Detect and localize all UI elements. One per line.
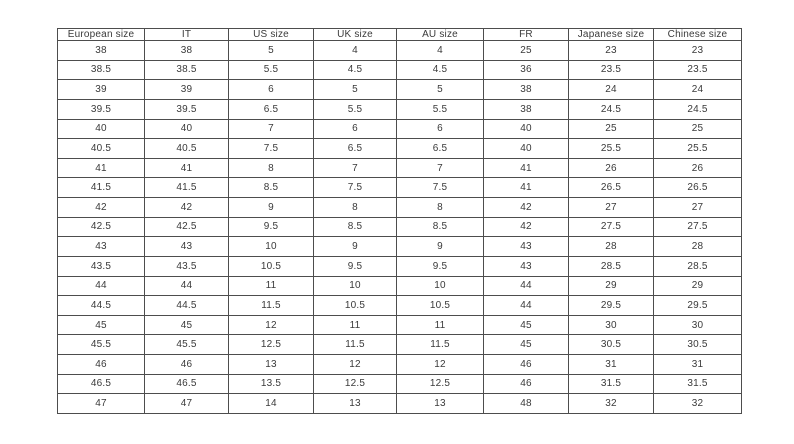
table-cell: 28.5 [569, 256, 654, 276]
table-cell: 12.5 [397, 374, 484, 394]
table-cell: 5.5 [229, 60, 314, 80]
table-cell: 39.5 [145, 99, 229, 119]
table-cell: 38 [58, 41, 145, 61]
table-cell: 9.5 [397, 256, 484, 276]
table-cell: 28 [654, 237, 742, 257]
table-cell: 7 [397, 158, 484, 178]
table-cell: 26 [654, 158, 742, 178]
table-cell: 40 [145, 119, 229, 139]
table-cell: 46 [484, 355, 569, 375]
table-cell: 29 [569, 276, 654, 296]
table-cell: 43.5 [145, 256, 229, 276]
table-cell: 40.5 [145, 139, 229, 159]
table-cell: 11.5 [397, 335, 484, 355]
table-cell: 9 [229, 198, 314, 218]
table-cell: 42.5 [58, 217, 145, 237]
table-cell: 32 [654, 394, 742, 414]
table-cell: 46.5 [58, 374, 145, 394]
table-cell: 38 [484, 80, 569, 100]
table-cell: 27.5 [569, 217, 654, 237]
table-cell: 12 [397, 355, 484, 375]
table-cell: 10 [397, 276, 484, 296]
table-cell: 40.5 [58, 139, 145, 159]
table-cell: 31.5 [569, 374, 654, 394]
column-header-us-size: US size [229, 29, 314, 41]
table-row [58, 335, 742, 355]
table-row [58, 256, 742, 276]
table-cell: 12.5 [314, 374, 397, 394]
table-cell: 9 [314, 237, 397, 257]
table-cell: 6 [314, 119, 397, 139]
table-cell: 24.5 [654, 99, 742, 119]
table-cell: 40 [484, 139, 569, 159]
table-cell: 45 [484, 315, 569, 335]
table-cell: 44.5 [58, 296, 145, 316]
table-cell: 44 [145, 276, 229, 296]
table-cell: 10.5 [229, 256, 314, 276]
table-row [58, 394, 742, 414]
table-cell: 38 [484, 99, 569, 119]
table-cell: 8.5 [229, 178, 314, 198]
table-cell: 23.5 [569, 60, 654, 80]
table-row [58, 119, 742, 139]
table-cell: 12 [229, 315, 314, 335]
table-cell: 10 [314, 276, 397, 296]
table-cell: 7.5 [229, 139, 314, 159]
table-row [58, 41, 742, 61]
table-cell: 4 [314, 41, 397, 61]
table-cell: 39 [58, 80, 145, 100]
table-cell: 5.5 [314, 99, 397, 119]
table-cell: 42 [145, 198, 229, 218]
table-cell: 5 [229, 41, 314, 61]
table-cell: 6.5 [229, 99, 314, 119]
table-cell: 24 [654, 80, 742, 100]
table-cell: 11.5 [229, 296, 314, 316]
table-cell: 25.5 [654, 139, 742, 159]
table-row [58, 217, 742, 237]
table-cell: 13 [397, 394, 484, 414]
table-cell: 48 [484, 394, 569, 414]
table-cell: 39 [145, 80, 229, 100]
table-cell: 44 [58, 276, 145, 296]
table-cell: 13 [229, 355, 314, 375]
table-cell: 43.5 [58, 256, 145, 276]
table-cell: 10.5 [314, 296, 397, 316]
table-cell: 8 [314, 198, 397, 218]
table-cell: 41 [484, 178, 569, 198]
table-cell: 29 [654, 276, 742, 296]
table-cell: 26.5 [569, 178, 654, 198]
table-cell: 26.5 [654, 178, 742, 198]
table-cell: 4 [397, 41, 484, 61]
table-cell: 31 [654, 355, 742, 375]
table-cell: 47 [58, 394, 145, 414]
table-cell: 9.5 [314, 256, 397, 276]
table-row [58, 296, 742, 316]
column-header-uk-size: UK size [314, 29, 397, 41]
table-cell: 31.5 [654, 374, 742, 394]
table-cell: 43 [58, 237, 145, 257]
table-cell: 44 [484, 296, 569, 316]
table-cell: 6 [397, 119, 484, 139]
table-cell: 5 [314, 80, 397, 100]
table-cell: 31 [569, 355, 654, 375]
table-cell: 45 [58, 315, 145, 335]
table-cell: 45 [145, 315, 229, 335]
table-cell: 23 [654, 41, 742, 61]
table-cell: 45.5 [58, 335, 145, 355]
table-cell: 23.5 [654, 60, 742, 80]
table-cell: 39.5 [58, 99, 145, 119]
column-header-european-size: European size [58, 29, 145, 41]
table-cell: 8.5 [397, 217, 484, 237]
table-cell: 7 [314, 158, 397, 178]
table-cell: 38.5 [145, 60, 229, 80]
table-cell: 27 [569, 198, 654, 218]
table-cell: 45 [484, 335, 569, 355]
table-row [58, 178, 742, 198]
table-cell: 9 [397, 237, 484, 257]
table-cell: 40 [484, 119, 569, 139]
table-cell: 12.5 [229, 335, 314, 355]
table-cell: 30 [654, 315, 742, 335]
table-cell: 44 [484, 276, 569, 296]
table-cell: 38 [145, 41, 229, 61]
table-cell: 13.5 [229, 374, 314, 394]
table-cell: 28 [569, 237, 654, 257]
table-cell: 27 [654, 198, 742, 218]
table-cell: 43 [484, 237, 569, 257]
table-cell: 42 [484, 198, 569, 218]
table-row [58, 355, 742, 375]
table-cell: 11.5 [314, 335, 397, 355]
table-cell: 41 [58, 158, 145, 178]
table-cell: 43 [484, 256, 569, 276]
table-cell: 24.5 [569, 99, 654, 119]
table-cell: 30.5 [569, 335, 654, 355]
table-cell: 7.5 [314, 178, 397, 198]
table-cell: 42 [484, 217, 569, 237]
table-cell: 24 [569, 80, 654, 100]
table-row [58, 315, 742, 335]
column-header-japanese-size: Japanese size [569, 29, 654, 41]
table-cell: 26 [569, 158, 654, 178]
table-cell: 41.5 [145, 178, 229, 198]
table-row [58, 276, 742, 296]
table-cell: 8.5 [314, 217, 397, 237]
table-cell: 47 [145, 394, 229, 414]
table-cell: 6.5 [397, 139, 484, 159]
table-cell: 36 [484, 60, 569, 80]
table-cell: 25 [569, 119, 654, 139]
table-row [58, 374, 742, 394]
table-cell: 46.5 [145, 374, 229, 394]
table-cell: 41 [484, 158, 569, 178]
table-row [58, 60, 742, 80]
table-row [58, 99, 742, 119]
table-row [58, 158, 742, 178]
table-cell: 13 [314, 394, 397, 414]
table-cell: 5.5 [397, 99, 484, 119]
table-row [58, 237, 742, 257]
table-cell: 41 [145, 158, 229, 178]
table-cell: 40 [58, 119, 145, 139]
table-cell: 42 [58, 198, 145, 218]
table-cell: 44.5 [145, 296, 229, 316]
table-cell: 29.5 [654, 296, 742, 316]
table-cell: 4.5 [397, 60, 484, 80]
table-cell: 7 [229, 119, 314, 139]
table-cell: 11 [314, 315, 397, 335]
table-cell: 45.5 [145, 335, 229, 355]
column-header-it: IT [145, 29, 229, 41]
table-cell: 6.5 [314, 139, 397, 159]
header-row [58, 29, 742, 41]
table-cell: 32 [569, 394, 654, 414]
table-cell: 25.5 [569, 139, 654, 159]
column-header-au-size: AU size [397, 29, 484, 41]
shoe-size-conversion-table [57, 28, 742, 414]
table-cell: 46 [484, 374, 569, 394]
table-cell: 28.5 [654, 256, 742, 276]
table-cell: 25 [484, 41, 569, 61]
table-cell: 8 [397, 198, 484, 218]
table-cell: 42.5 [145, 217, 229, 237]
table-row [58, 139, 742, 159]
table-cell: 12 [314, 355, 397, 375]
table-cell: 46 [145, 355, 229, 375]
table-cell: 10 [229, 237, 314, 257]
column-header-chinese-size: Chinese size [654, 29, 742, 41]
table-cell: 14 [229, 394, 314, 414]
table-cell: 11 [397, 315, 484, 335]
table-cell: 8 [229, 158, 314, 178]
table-cell: 11 [229, 276, 314, 296]
table-cell: 46 [58, 355, 145, 375]
table-cell: 6 [229, 80, 314, 100]
table-cell: 5 [397, 80, 484, 100]
table-cell: 43 [145, 237, 229, 257]
table-cell: 7.5 [397, 178, 484, 198]
table-cell: 30.5 [654, 335, 742, 355]
table-cell: 9.5 [229, 217, 314, 237]
table-cell: 27.5 [654, 217, 742, 237]
table-cell: 41.5 [58, 178, 145, 198]
column-header-fr: FR [484, 29, 569, 41]
table-body [58, 41, 742, 414]
table-cell: 10.5 [397, 296, 484, 316]
table-row [58, 80, 742, 100]
table-cell: 23 [569, 41, 654, 61]
table-cell: 30 [569, 315, 654, 335]
table-row [58, 198, 742, 218]
table-cell: 4.5 [314, 60, 397, 80]
table-cell: 25 [654, 119, 742, 139]
table-cell: 29.5 [569, 296, 654, 316]
table-cell: 38.5 [58, 60, 145, 80]
